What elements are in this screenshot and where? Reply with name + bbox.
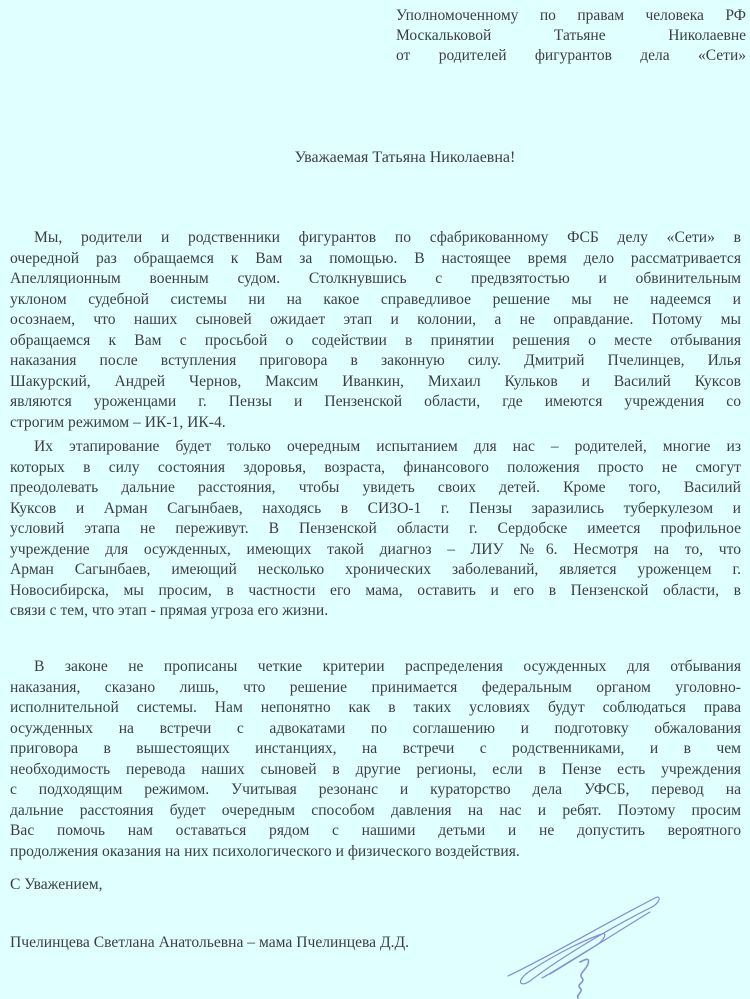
text-line: Их этапирование будет только очередным испытанием для нас – родителей, многие из (34, 438, 741, 455)
paragraph (10, 228, 741, 433)
text-line: являются уроженцами г. Пензы и Пензенской области, где имеются учреждения со (10, 393, 741, 410)
text-line: уклоном судебной системы ни на какое справедливое решение мы не надеемся и (10, 290, 741, 308)
text-line: дальние расстояния будет очередным способом давления на нас и ребят. Поэтому просим (10, 801, 741, 819)
greeting: Уважаемая Татьяна Николаевна! (294, 149, 516, 166)
text-line: обращаемся к Вам с просьбой о содействии в принятии решения о месте отбывания (10, 331, 741, 349)
text-line: осознаем, что наших сыновей ожидает этап и колонии, а не оправдание. Потому мы (10, 311, 741, 328)
paragraph (10, 437, 741, 622)
text-line: необходимость перевода наших сыновей в другие регионы, если в Пензе есть учреждения (10, 760, 741, 778)
text-line: которых в силу состояния здоровья, возраста, финансового положения просто не смогут (10, 458, 741, 476)
signer-name: Пчелинцева Светлана Анатольевна – мама Пчелинцева Д.Д. (10, 934, 410, 951)
text-line: преодолевать дальние расстояния, чтобы увидеть своих детей. Кроме того, Василий (10, 479, 741, 496)
text-line: связи с тем, что этап - прямая угроза его жизни. (10, 602, 329, 619)
text-line: приговора в вышестоящих инстанциях, на встречи с родственниками, и в чем (10, 740, 741, 757)
closing-phrase: С Уважением, (10, 876, 103, 893)
text-line: осужденных на встречи с адвокатами по соглашению и подготовку обжалования (10, 719, 741, 737)
addressee-block (396, 6, 746, 66)
text-line: наказания, сказано лишь, что решение принимается федеральным органом уголовно- (10, 678, 741, 696)
text-line: наказания после вступления приговора в законную силу. Дмитрий Пчелинцев, Илья (10, 352, 741, 369)
text-line: с подходящим режимом. Учитывая резонанс и кураторство дела УФСБ, перевод на (10, 781, 741, 798)
text-line: Новосибирска, мы просим, в частности его мама, оставить и его в Пензенской области, в (10, 581, 741, 599)
text-line: Куксов и Арман Сагынбаев, находясь в СИЗО-1 г. Пензы заразились туберкулезом и (10, 499, 741, 517)
text-line: Вас помочь нам оставаться рядом с нашими детьми и не допустить вероятного (10, 822, 741, 839)
text-line: исполнительной системы. Нам непонятно как в таких условиях будут соблюдаться права (10, 699, 741, 716)
text-line: условий этапа не переживут. В Пензенской области г. Сердобске имеется профильное (10, 520, 741, 537)
addressee-line: Москальковой Татьяне Николаевне (396, 27, 746, 44)
text-line: Арман Сагынбаев, имеющий несколько хронических заболеваний, является уроженцем г. (10, 561, 741, 578)
text-line: В законе не прописаны четкие критерии распределения осужденных для отбывания (34, 658, 741, 675)
signature-icon (490, 886, 690, 999)
text-line: продолжения оказания на них психологического и физического воздействия. (10, 842, 520, 860)
text-line: очередной раз обращаемся к Вам за помощью. В настоящее время дело рассматривается (10, 249, 741, 267)
text-line: строгим режимом – ИК-1, ИК-4. (10, 413, 226, 431)
text-line: Шакурский, Андрей Чернов, Максим Иванкин, Михаил Кульков и Василий Куксов (10, 372, 741, 390)
text-line: учреждение для осужденных, имеющих такой диагноз – ЛИУ №6. Несмотря на то, что (10, 540, 741, 558)
text-line: Мы, родители и родственники фигурантов по сфабрикованному ФСБ делу «Сети» в (34, 229, 741, 246)
addressee-line: от родителей фигурантов дела «Сети» (396, 47, 746, 64)
text-line: Апелляционным военным судом. Столкнувшись с предвзятостью и обвинительным (10, 270, 741, 287)
addressee-line: Уполномоченному по правам человека РФ (396, 7, 746, 24)
paragraph (10, 657, 741, 862)
